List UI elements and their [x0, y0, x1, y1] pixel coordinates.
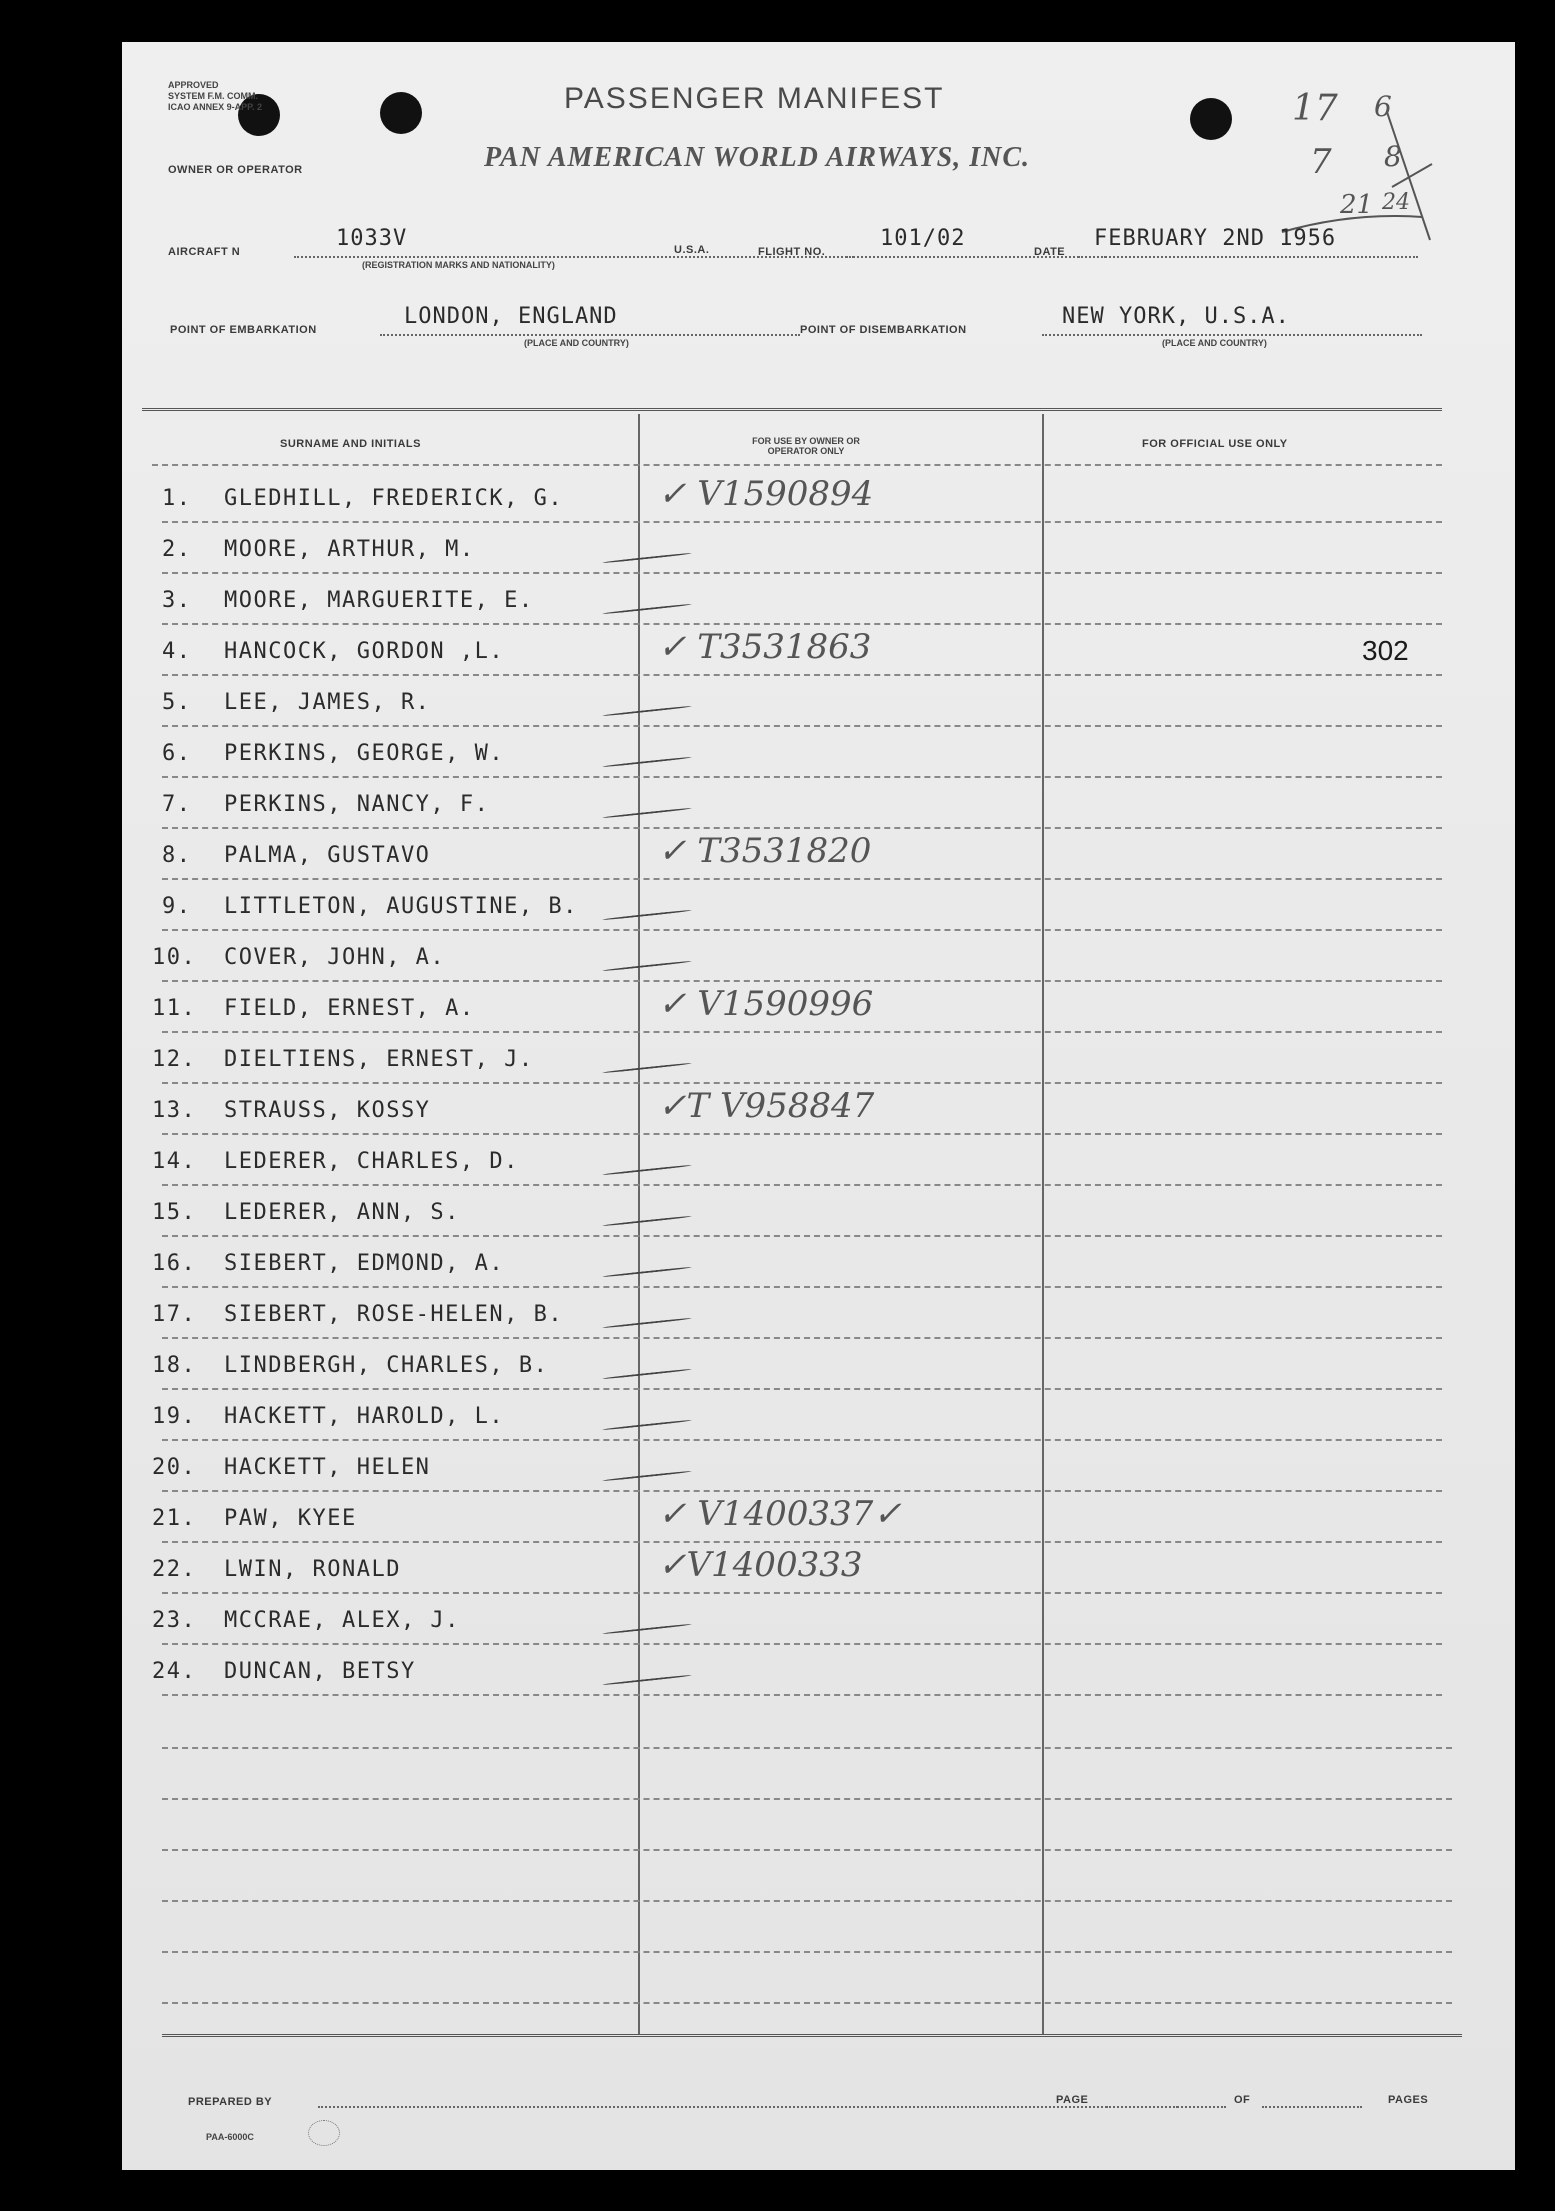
corner-note-21: 21: [1340, 190, 1374, 220]
row-rule: [162, 1133, 1442, 1135]
disembark-label: POINT OF DISEMBARKATION: [800, 324, 967, 336]
embark-value: LONDON, ENGLAND: [404, 304, 618, 329]
passenger-number: 3.: [162, 588, 192, 613]
passport-note: ✓V1400333: [658, 1545, 863, 1585]
passenger-name: SIEBERT, EDMOND, A.: [224, 1251, 505, 1276]
passenger-name: PALMA, GUSTAVO: [224, 843, 431, 868]
table-bottom-rule: [162, 2034, 1462, 2037]
passenger-number: 18.: [152, 1353, 197, 1378]
disembark-field-line: [1042, 334, 1422, 336]
passenger-number: 15.: [152, 1200, 197, 1225]
official-value: 302: [1362, 635, 1409, 666]
disembark-caption: (PLACE AND COUNTRY): [1162, 338, 1267, 348]
page-number-line: [1106, 2106, 1226, 2108]
page-label: PAGE: [1056, 2094, 1089, 2106]
passenger-number: 12.: [152, 1047, 197, 1072]
blank-row-rule: [162, 1798, 1452, 1800]
embark-caption: (PLACE AND COUNTRY): [524, 338, 629, 348]
passenger-name: GLEDHILL, FREDERICK, G.: [224, 486, 564, 511]
passenger-number: 1.: [162, 486, 192, 511]
row-rule: [162, 929, 1442, 931]
row-rule: [162, 725, 1442, 727]
approval-line-3: ICAO ANNEX 9-APP. 2: [168, 102, 263, 112]
passenger-name: COVER, JOHN, A.: [224, 945, 446, 970]
flight-value: 101/02: [880, 226, 966, 251]
passport-note: ✓ V1590996: [658, 984, 874, 1024]
corner-note-7: 7: [1310, 142, 1332, 182]
passenger-name: MOORE, ARTHUR, M.: [224, 537, 475, 562]
blank-dash-mark: [602, 960, 692, 971]
corner-note-17: 17: [1292, 88, 1338, 129]
row-rule: [162, 878, 1442, 880]
blank-row-rule: [162, 1849, 1452, 1851]
pages-label: PAGES: [1388, 2094, 1429, 2106]
passenger-number: 9.: [162, 894, 192, 919]
date-field-line: [1078, 256, 1418, 258]
owner-label: OWNER OR OPERATOR: [168, 164, 303, 176]
passenger-number: 4.: [162, 639, 192, 664]
blank-dash-mark: [602, 807, 692, 818]
passenger-name: LINDBERGH, CHARLES, B.: [224, 1353, 549, 1378]
aircraft-label: AIRCRAFT N: [168, 246, 241, 258]
row-rule: [162, 1541, 1442, 1543]
passenger-name: LEDERER, CHARLES, D.: [224, 1149, 519, 1174]
table-header-rule: [152, 464, 1442, 466]
usa-label: U.S.A.: [674, 244, 710, 256]
blank-row-rule: [162, 2002, 1452, 2004]
passport-note: ✓ V1400337✓: [658, 1494, 902, 1534]
punch-hole-center-left: [380, 92, 422, 134]
embark-label: POINT OF EMBARKATION: [170, 324, 317, 336]
passport-note: ✓ T3531820: [658, 831, 872, 871]
passenger-name: HACKETT, HELEN: [224, 1455, 431, 1480]
passenger-number: 6.: [162, 741, 192, 766]
passenger-name: LEE, JAMES, R.: [224, 690, 431, 715]
row-rule: [162, 1235, 1442, 1237]
blank-dash-mark: [602, 909, 692, 920]
passport-note: ✓ T3531863: [658, 627, 872, 667]
row-rule: [162, 776, 1442, 778]
column-header-owner: FOR USE BY OWNER OR OPERATOR ONLY: [752, 436, 860, 456]
row-rule: [162, 1439, 1442, 1441]
blank-dash-mark: [602, 1317, 692, 1328]
date-value: FEBRUARY 2ND 1956: [1094, 226, 1337, 251]
prepared-by-line: [318, 2106, 1178, 2108]
blank-dash-mark: [602, 1419, 692, 1430]
row-rule: [162, 1286, 1442, 1288]
passport-note: ✓T V958847: [658, 1086, 875, 1126]
blank-dash-mark: [602, 1623, 692, 1634]
row-rule: [162, 1184, 1442, 1186]
passenger-number: 5.: [162, 690, 192, 715]
blank-row-rule: [162, 1900, 1452, 1902]
passenger-name: LEDERER, ANN, S.: [224, 1200, 460, 1225]
blank-dash-mark: [602, 552, 692, 563]
aircraft-value: 1033V: [336, 226, 408, 251]
passenger-name: STRAUSS, KOSSY: [224, 1098, 431, 1123]
table-top-rule: [142, 408, 1442, 411]
passenger-name: SIEBERT, ROSE-HELEN, B.: [224, 1302, 564, 1327]
blank-dash-mark: [602, 603, 692, 614]
punch-hole-right: [1190, 98, 1232, 140]
passenger-number: 16.: [152, 1251, 197, 1276]
blank-dash-mark: [602, 1164, 692, 1175]
date-label: DATE: [1034, 246, 1066, 258]
column-header-surname: SURNAME AND INITIALS: [280, 438, 421, 450]
passenger-name: DUNCAN, BETSY: [224, 1659, 416, 1684]
row-rule: [162, 1031, 1442, 1033]
column-divider-1: [638, 414, 640, 2034]
passenger-number: 10.: [152, 945, 197, 970]
embark-field-line: [380, 334, 800, 336]
prepared-by-label: PREPARED BY: [188, 2096, 273, 2108]
passenger-name: HANCOCK, GORDON ,L.: [224, 639, 505, 664]
passenger-number: 19.: [152, 1404, 197, 1429]
manifest-document: [122, 42, 1515, 2170]
column-header-official: FOR OFFICIAL USE ONLY: [1142, 438, 1288, 450]
passenger-number: 24.: [152, 1659, 197, 1684]
row-rule: [162, 1643, 1442, 1645]
blank-dash-mark: [602, 756, 692, 767]
passenger-name: MOORE, MARGUERITE, E.: [224, 588, 534, 613]
blank-dash-mark: [602, 1470, 692, 1481]
passenger-number: 7.: [162, 792, 192, 817]
row-rule: [162, 1388, 1442, 1390]
passenger-name: PAW, KYEE: [224, 1506, 357, 1531]
row-rule: [162, 980, 1442, 982]
passenger-name: HACKETT, HAROLD, L.: [224, 1404, 505, 1429]
row-rule: [162, 572, 1442, 574]
passenger-name: PERKINS, GEORGE, W.: [224, 741, 505, 766]
passenger-name: FIELD, ERNEST, A.: [224, 996, 475, 1021]
passport-note: ✓ V1590894: [658, 474, 874, 514]
blank-dash-mark: [602, 1266, 692, 1277]
of-label: OF: [1234, 2094, 1251, 2106]
blank-dash-mark: [602, 1215, 692, 1226]
blank-dash-mark: [602, 1674, 692, 1685]
row-rule: [162, 1592, 1442, 1594]
blank-dash-mark: [602, 1368, 692, 1379]
row-rule: [162, 521, 1442, 523]
passenger-number: 17.: [152, 1302, 197, 1327]
flight-label: FLIGHT NO.: [758, 246, 826, 258]
passenger-number: 8.: [162, 843, 192, 868]
disembark-value: NEW YORK, U.S.A.: [1062, 304, 1290, 329]
printer-seal: [308, 2120, 340, 2146]
flight-field-line: [846, 256, 1106, 258]
passenger-name: DIELTIENS, ERNEST, J.: [224, 1047, 534, 1072]
approval-line-2: SYSTEM F.M. COMM.: [168, 91, 258, 101]
blank-row-rule: [162, 1747, 1452, 1749]
passenger-name: LWIN, RONALD: [224, 1557, 401, 1582]
row-rule: [162, 623, 1442, 625]
passenger-number: 11.: [152, 996, 197, 1021]
row-rule: [162, 674, 1442, 676]
blank-dash-mark: [602, 705, 692, 716]
row-rule: [162, 1337, 1442, 1339]
passenger-name: LITTLETON, AUGUSTINE, B.: [224, 894, 578, 919]
blank-row-rule: [162, 1951, 1452, 1953]
column-divider-2: [1042, 414, 1044, 2034]
passenger-number: 20.: [152, 1455, 197, 1480]
row-rule: [162, 827, 1442, 829]
passenger-number: 23.: [152, 1608, 197, 1633]
aircraft-caption: (REGISTRATION MARKS AND NATIONALITY): [362, 260, 555, 270]
row-rule: [162, 1694, 1442, 1696]
approval-line-1: APPROVED: [168, 80, 219, 90]
form-title: PASSENGER MANIFEST: [564, 82, 945, 115]
passenger-number: 22.: [152, 1557, 197, 1582]
passenger-number: 13.: [152, 1098, 197, 1123]
passenger-number: 2.: [162, 537, 192, 562]
passenger-number: 21.: [152, 1506, 197, 1531]
corner-note-8: 8: [1384, 140, 1402, 173]
passenger-name: PERKINS, NANCY, F.: [224, 792, 490, 817]
passenger-number: 14.: [152, 1149, 197, 1174]
row-rule: [162, 1082, 1442, 1084]
page-total-line: [1262, 2106, 1362, 2108]
blank-dash-mark: [602, 1062, 692, 1073]
airline-name: PAN AMERICAN WORLD AIRWAYS, INC.: [484, 142, 1031, 173]
corner-note-24: 24: [1382, 190, 1410, 215]
corner-note-6: 6: [1374, 90, 1392, 123]
passenger-name: MCCRAE, ALEX, J.: [224, 1608, 460, 1633]
row-rule: [162, 1490, 1442, 1492]
form-code: PAA-6000C: [206, 2132, 254, 2142]
